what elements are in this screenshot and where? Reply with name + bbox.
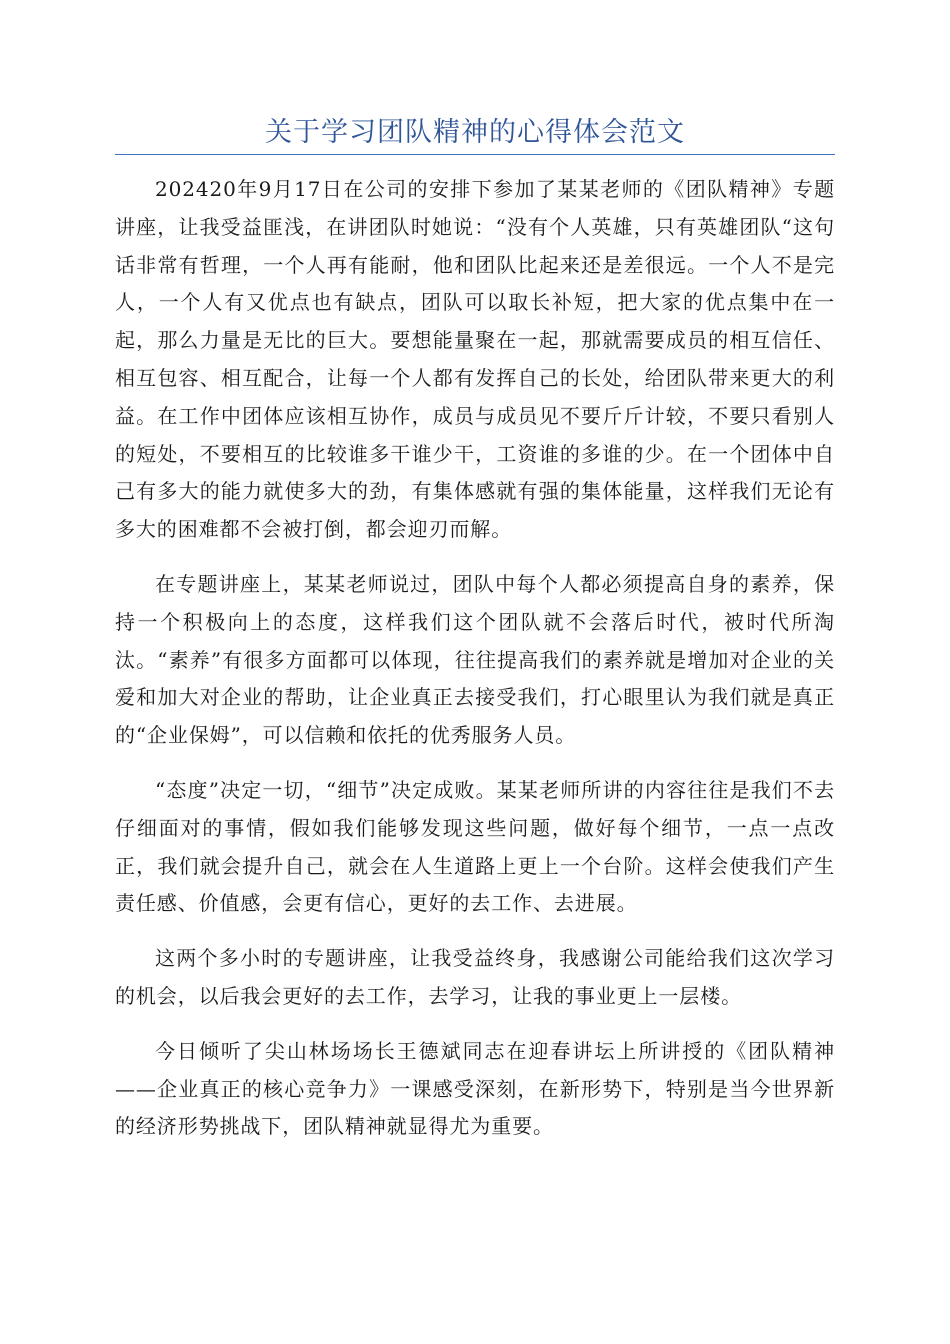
paragraph-4: 这两个多小时的专题讲座，让我受益终身，我感谢公司能给我们这次学习的机会，以后我会更好的去工作，去学习，让我的事业更上一层楼。: [115, 946, 835, 1008]
paragraph-3: “态度”决定一切，“细节”决定成败。某某老师所讲的内容往往是我们不去仔细面对的事情，假如我们能够发现这些问题，做好每个细节，一点一点改正，我们就会提升自己，就会在人生道路上更上一个台阶。这样会使我们产生责任感、价值感，会更有信心，更好的去工作、去进展。: [115, 777, 835, 916]
document-body: [115, 171, 835, 1163]
paragraph-1: 202420年9月17日在公司的安排下参加了某某老师的《团队精神》专题讲座，让我受益匪浅，在讲团队时她说：“没有个人英雄，只有英雄团队“这句话非常有哲理，一个人再有能耐，他和团队比起来还是差很远。一个人不是完人，一个人有又优点也有缺点，团队可以取长补短，把大家的优点集中在一起，那么力量是无比的巨大。要想能量聚在一起，那就需要成员的相互信任、相互包容、相互配合，让每一个人都有发挥自己的长处，给团队带来更大的利益。在工作中团体应该相互协作，成员与成员见不要斤斤计较，不要只看别人的短处，不要相互的比较谁多干谁少干，工资谁的多谁的少。在一个团体中自己有多大的能力就使多大的劲，有集体感就有强的集体能量，这样我们无论有多大的困难都不会被打倒，都会迎刃而解。: [115, 177, 835, 542]
document-title: 关于学习团队精神的心得体会范文: [265, 117, 685, 148]
title-underline: [115, 154, 835, 155]
paragraph-2: 在专题讲座上，某某老师说过，团队中每个人都必须提高自身的素养，保持一个积极向上的态度，这样我们这个团队就不会落后时代，被时代所淘汰。“素养”有很多方面都可以体现，往往提高我们的素养就是增加对企业的关爱和加大对企业的帮助，让企业真正去接受我们，打心眼里认为我们就是真正的“企业保姆”，可以信赖和依托的优秀服务人员。: [115, 571, 835, 748]
paragraph-5: 今日倾听了尖山林场场长王德斌同志在迎春讲坛上所讲授的《团队精神——企业真正的核心竞争力》一课感受深刻，在新形势下，特别是当今世界新的经济形势挑战下，团队精神就显得尤为重要。: [115, 1038, 835, 1139]
